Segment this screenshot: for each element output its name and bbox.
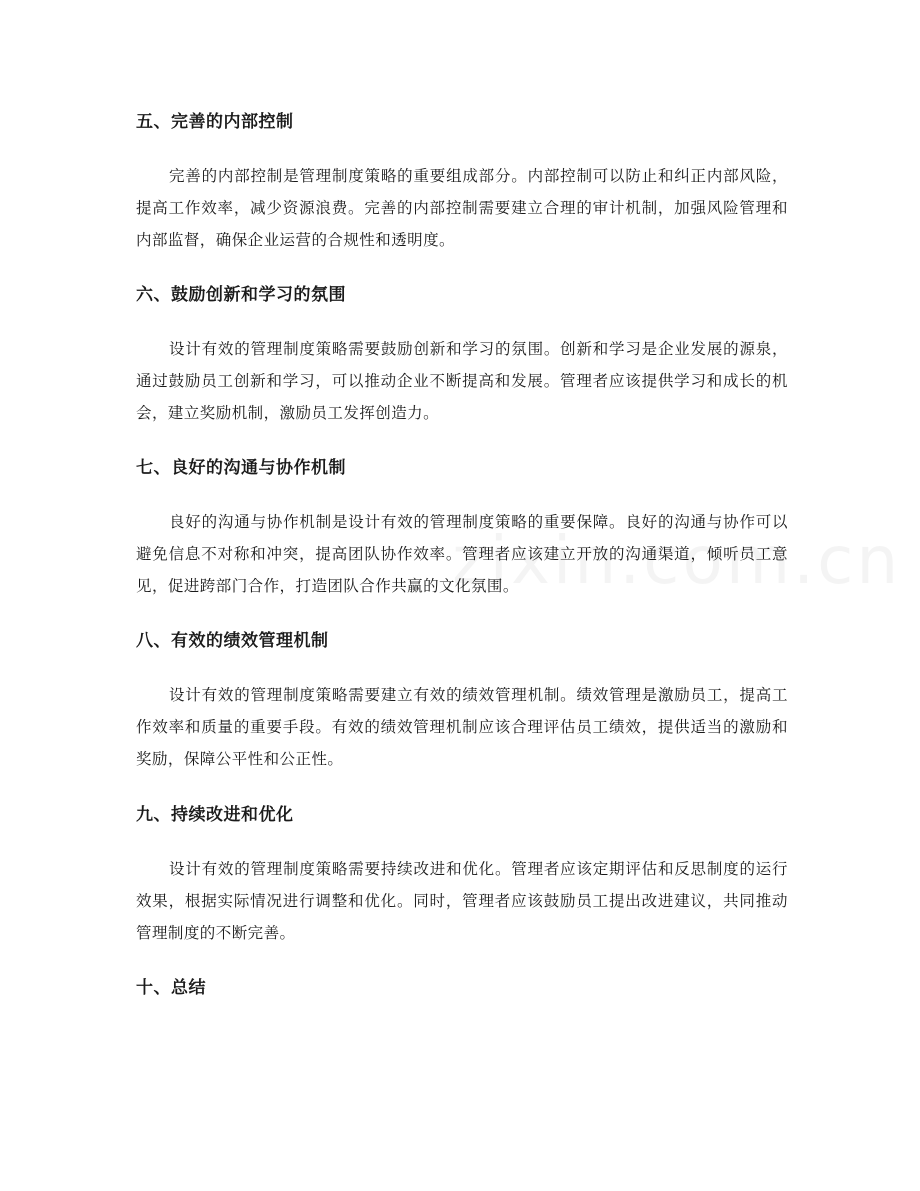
section-heading: 八、有效的绩效管理机制 (136, 631, 329, 651)
section-paragraph: 设计有效的管理制度策略需要持续改进和优化。管理者应该定期评估和反思制度的运行效果，根据实际情况进行调整和优化。同时，管理者应该鼓励员工提出改进建议，共同推动管理制度的不断完善。 (136, 860, 788, 942)
section-8 (136, 629, 788, 775)
section-10 (136, 976, 788, 1000)
section-heading: 九、持续改进和优化 (136, 805, 294, 825)
section-heading: 七、良好的沟通与协作机制 (136, 458, 346, 478)
section-9 (136, 803, 788, 949)
section-5 (136, 110, 788, 256)
section-paragraph: 完善的内部控制是管理制度策略的重要组成部分。内部控制可以防止和纠正内部风险，提高工作效率，减少资源浪费。完善的内部控制需要建立合理的审计机制，加强风险管理和内部监督，确保企业运营的合规性和透明度。 (136, 167, 788, 249)
section-paragraph: 良好的沟通与协作机制是设计有效的管理制度策略的重要保障。良好的沟通与协作可以避免信息不对称和冲突，提高团队协作效率。管理者应该建立开放的沟通渠道，倾听员工意见，促进跨部门合作，打造团队合作共赢的文化氛围。 (136, 513, 788, 595)
section-paragraph: 设计有效的管理制度策略需要鼓励创新和学习的氛围。创新和学习是企业发展的源泉，通过鼓励员工创新和学习，可以推动企业不断提高和发展。管理者应该提供学习和成长的机会，建立奖励机制，激励员工发挥创造力。 (136, 340, 788, 422)
section-7 (136, 456, 788, 602)
section-heading: 五、完善的内部控制 (136, 112, 294, 132)
section-6 (136, 283, 788, 429)
section-paragraph: 设计有效的管理制度策略需要建立有效的绩效管理机制。绩效管理是激励员工，提高工作效率和质量的重要手段。有效的绩效管理机制应该合理评估员工绩效，提供适当的激励和奖励，保障公平性和公正性。 (136, 686, 788, 768)
section-heading: 十、总结 (136, 978, 206, 998)
section-heading: 六、鼓励创新和学习的氛围 (136, 285, 346, 305)
